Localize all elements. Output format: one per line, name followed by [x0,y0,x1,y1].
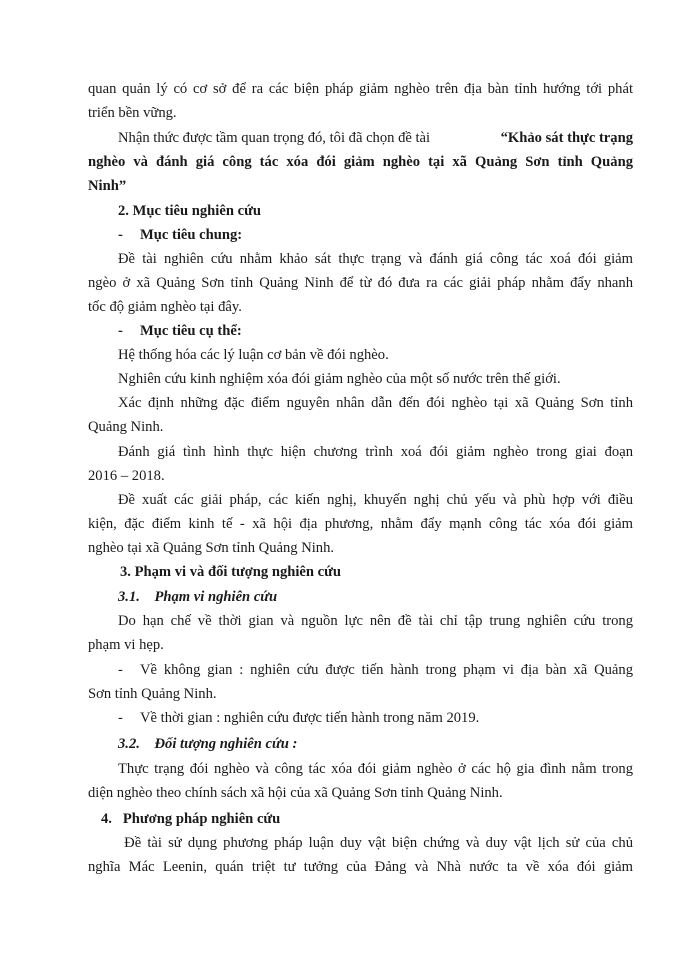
paragraph-line [118,129,633,147]
paragraph-line: tốc độ giảm nghèo tại đây. [88,299,242,315]
paragraph-line: nghĩa Mác Leenin, quán triệt tư tưởng của Đảng và Nhà nước ta về xóa đói giảm [88,859,633,875]
subheading-general-objective [118,226,242,244]
subheading-specific-objective [118,322,242,340]
scope-time-text: Về thời gian : nghiên cứu được tiến hành trong năm 2019. [140,710,480,726]
objective-item: Xác định những đặc điểm nguyên nhân dẫn đến đói nghèo tại xã Quảng Sơn tỉnh [118,395,633,411]
dash-marker: - [118,227,123,243]
paragraph-line: diện nghèo theo chính sách xã hội của xã Quảng Sơn tỉnh Quảng Ninh. [88,785,503,801]
paragraph-line: Thực trạng đói nghèo và công tác xóa đói giảm nghèo ở các hộ gia đình nằm trong [118,761,633,777]
objective-item: Hệ thống hóa các lý luận cơ bản về đói nghèo. [118,347,389,363]
paragraph-line: Đề tài nghiên cứu nhằm khảo sát thực trạng và đánh giá công tác xoá đói giảm [118,251,633,267]
scope-space-item [118,661,633,679]
paragraph-line: Do hạn chế về thời gian và nguồn lực nên đề tài chỉ tập trung nghiên cứu trong [118,613,633,629]
scope-space-text: Về không gian : nghiên cứu được tiến hành trong phạm vi địa bàn xã Quảng [140,662,633,678]
section-heading: 2. Mục tiêu nghiên cứu [118,203,261,219]
paragraph-line: quan quản lý có cơ sở để ra các biện pháp giảm nghèo trên địa bàn tỉnh hướng tới phát [88,81,633,97]
subheading-label: Mục tiêu chung: [140,227,243,243]
objective-item-cont: kiện, đặc điểm kinh tế - xã hội địa phương, nhằm đẩy mạnh công tác xóa đói giảm [88,516,633,532]
objective-item: Đề xuất các giải pháp, các kiến nghị, khuyến nghị chủ yếu và phù hợp với điều [118,492,633,508]
dash-marker: - [118,710,123,726]
objective-item-cont: Quảng Ninh. [88,419,164,435]
thesis-title-part: “Khảo sát thực trạng [500,130,633,146]
intro-text: Nhận thức được tầm quan trọng đó, tôi đã chọn đề tài [118,130,431,146]
dash-marker: - [118,662,123,678]
objective-item-cont: 2016 – 2018. [88,468,165,484]
subsection-heading: 3.1. Phạm vi nghiên cứu [118,589,278,605]
thesis-title-part: nghèo và đánh giá công tác xóa đói giảm nghèo tại xã Quảng Sơn tỉnh Quảng [88,154,633,170]
paragraph-line: triển bền vững. [88,105,177,121]
objective-item: Đánh giá tình hình thực hiện chương trình xoá đói giảm nghèo trong giai đoạn [118,444,633,460]
paragraph-line: phạm vi hẹp. [88,637,164,653]
section-heading: 3. Phạm vi và đối tượng nghiên cứu [120,564,342,580]
thesis-title-part: Ninh” [88,178,127,194]
paragraph-line: ngèo ở xã Quảng Sơn tỉnh Quảng Ninh để từ đó đưa ra các giải pháp nhằm đẩy nhanh [88,275,633,291]
paragraph-line: Đề tài sử dụng phương pháp luận duy vật biện chứng và duy vật lịch sử của chủ [118,835,633,851]
dash-marker: - [118,323,123,339]
scope-space-text-cont: Sơn tỉnh Quảng Ninh. [88,686,217,702]
objective-item: Nghiên cứu kinh nghiệm xóa đói giảm nghèo của một số nước trên thế giới. [118,371,561,387]
scope-time-item [118,709,479,727]
objective-item-cont: nghèo tại xã Quảng Sơn tỉnh Quảng Ninh. [88,540,335,556]
section-heading: 4. Phương pháp nghiên cứu [101,811,281,827]
subsection-heading: 3.2. Đối tượng nghiên cứu : [118,736,298,752]
subheading-label: Mục tiêu cụ thể: [140,323,242,339]
